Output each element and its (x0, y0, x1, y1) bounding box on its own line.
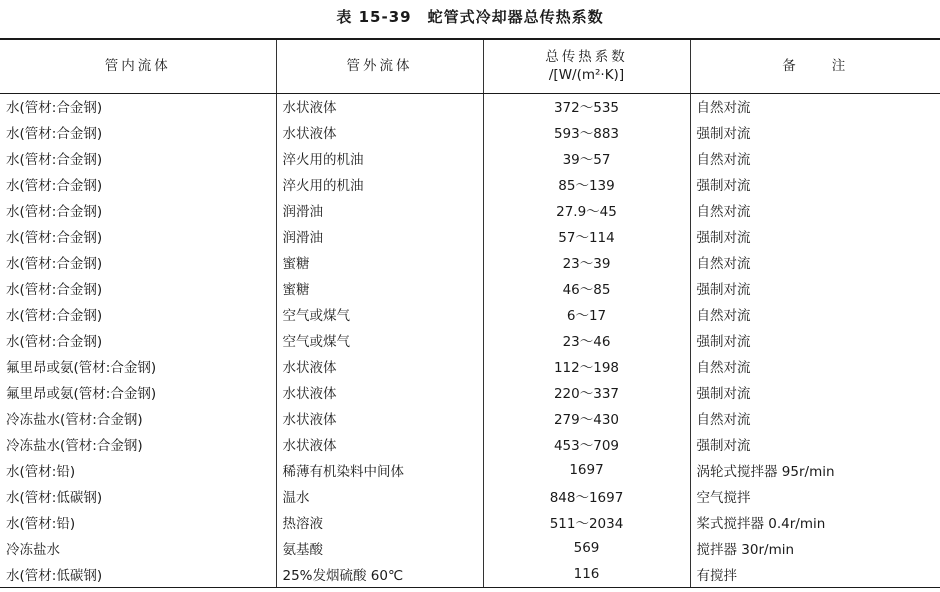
cell-outer-fluid: 淬火用的机油 (276, 145, 483, 171)
table-row (0, 535, 940, 561)
cell-note: 涡轮式搅拌器 95r/min (690, 457, 940, 483)
cell-inner-fluid: 水(管材:合金钢) (6, 152, 103, 168)
cell-coefficient: 569 (483, 535, 690, 561)
cell-inner-fluid: 水(管材:铅) (6, 464, 76, 480)
cell-note: 强制对流 (690, 379, 940, 405)
cell-note: 强制对流 (690, 171, 940, 197)
table-row (0, 561, 940, 587)
header-outer-fluid: 管外流体 (276, 39, 483, 93)
cell-note: 空气搅拌 (690, 483, 940, 509)
table-row (0, 509, 940, 535)
cell-outer-fluid: 水状液体 (276, 405, 483, 431)
cell-outer-fluid: 蜜糖 (276, 275, 483, 301)
cell-note: 强制对流 (690, 327, 940, 353)
cell-outer-fluid: 淬火用的机油 (276, 171, 483, 197)
cell-outer-fluid: 25%发烟硫酸 60℃ (276, 561, 483, 587)
cell-inner-fluid: 水(管材:合金钢) (6, 256, 103, 272)
cell-note: 桨式搅拌器 0.4r/min (690, 509, 940, 535)
cell-note: 自然对流 (690, 197, 940, 223)
cell-inner-fluid: 水(管材:合金钢) (6, 334, 103, 350)
table-row (0, 119, 940, 145)
cell-coefficient: 279～430 (483, 405, 690, 431)
cell-coefficient: 85～139 (483, 171, 690, 197)
cell-note: 强制对流 (690, 119, 940, 145)
table-row (0, 457, 940, 483)
table-title: 表 15-39 蛇管式冷却器总传热系数 (336, 8, 604, 26)
cell-note: 搅拌器 30r/min (690, 535, 940, 561)
cell-outer-fluid: 水状液体 (276, 119, 483, 145)
header-coefficient-label: 总传热系数 (545, 49, 628, 66)
table-row (0, 431, 940, 457)
cell-coefficient: 27.9～45 (483, 197, 690, 223)
cell-outer-fluid: 润滑油 (276, 197, 483, 223)
cell-outer-fluid: 水状液体 (276, 93, 483, 119)
cell-outer-fluid: 稀薄有机染料中间体 (276, 457, 483, 483)
cell-inner-fluid: 水(管材:铅) (6, 516, 76, 532)
cell-inner-fluid: 水(管材:低碳钢) (0, 561, 276, 587)
cell-note: 自然对流 (690, 353, 940, 379)
header-row (0, 39, 940, 93)
table-row (0, 301, 940, 327)
cell-inner-fluid: 水(管材:合金钢) (6, 178, 103, 194)
cell-coefficient: 23～39 (483, 249, 690, 275)
cell-coefficient: 39～57 (483, 145, 690, 171)
cell-outer-fluid: 水状液体 (276, 431, 483, 457)
table-row (0, 275, 940, 301)
cell-inner-fluid: 冷冻盐水 (6, 542, 60, 558)
cell-coefficient: 1697 (483, 457, 690, 483)
table-row (0, 171, 940, 197)
cell-coefficient: 112～198 (483, 353, 690, 379)
table-row (0, 145, 940, 171)
cell-coefficient: 23～46 (483, 327, 690, 353)
cell-note: 强制对流 (690, 223, 940, 249)
table-row (0, 405, 940, 431)
table-row (0, 93, 940, 119)
cell-inner-fluid: 冷冻盐水(管材:合金钢) (6, 438, 143, 454)
table-row (0, 483, 940, 509)
cell-inner-fluid: 水(管材:低碳钢) (6, 490, 103, 506)
table-row (0, 223, 940, 249)
cell-inner-fluid: 水(管材:合金钢) (6, 100, 103, 117)
cell-inner-fluid: 水(管材:合金钢) (6, 230, 103, 246)
cell-coefficient: 220～337 (483, 379, 690, 405)
cell-inner-fluid: 氟里昂或氨(管材:合金钢) (6, 360, 157, 376)
cell-inner-fluid: 水(管材:合金钢) (6, 204, 103, 220)
cell-inner-fluid: 水(管材:合金钢) (6, 282, 103, 298)
header-coefficient (483, 39, 690, 93)
table-row (0, 249, 940, 275)
cell-outer-fluid: 润滑油 (276, 223, 483, 249)
cell-outer-fluid: 空气或煤气 (276, 301, 483, 327)
cell-inner-fluid: 水(管材:合金钢) (6, 308, 103, 324)
cell-coefficient: 372～535 (483, 93, 690, 119)
cell-note: 有搅拌 (690, 561, 940, 587)
cell-outer-fluid: 热溶液 (276, 509, 483, 535)
heat-transfer-table (0, 38, 940, 588)
cell-coefficient: 593～883 (483, 119, 690, 145)
table-row (0, 353, 940, 379)
cell-coefficient: 511～2034 (483, 509, 690, 535)
cell-coefficient: 57～114 (483, 223, 690, 249)
cell-inner-fluid: 氟里昂或氨(管材:合金钢) (6, 386, 157, 402)
cell-note: 自然对流 (690, 405, 940, 431)
table-row (0, 197, 940, 223)
cell-outer-fluid: 水状液体 (276, 379, 483, 405)
cell-note: 自然对流 (690, 145, 940, 171)
cell-coefficient: 116 (483, 561, 690, 587)
cell-outer-fluid: 水状液体 (276, 353, 483, 379)
cell-coefficient: 453～709 (483, 431, 690, 457)
cell-coefficient: 6～17 (483, 301, 690, 327)
cell-outer-fluid: 温水 (276, 483, 483, 509)
cell-note: 自然对流 (690, 249, 940, 275)
header-note: 备 注 (690, 39, 940, 93)
cell-coefficient: 46～85 (483, 275, 690, 301)
cell-note: 强制对流 (690, 275, 940, 301)
header-inner-fluid: 管内流体 (0, 39, 276, 93)
header-coefficient-unit: /[W/(m²·K)] (548, 67, 625, 84)
cell-note: 自然对流 (690, 93, 940, 119)
cell-note: 自然对流 (690, 301, 940, 327)
cell-outer-fluid: 蜜糖 (276, 249, 483, 275)
cell-coefficient: 848～1697 (483, 483, 690, 509)
cell-note: 强制对流 (690, 431, 940, 457)
cell-inner-fluid: 水(管材:合金钢) (6, 126, 103, 142)
cell-inner-fluid: 冷冻盐水(管材:合金钢) (6, 412, 143, 428)
table-row (0, 327, 940, 353)
table-row (0, 379, 940, 405)
cell-outer-fluid: 氨基酸 (276, 535, 483, 561)
cell-outer-fluid: 空气或煤气 (276, 327, 483, 353)
